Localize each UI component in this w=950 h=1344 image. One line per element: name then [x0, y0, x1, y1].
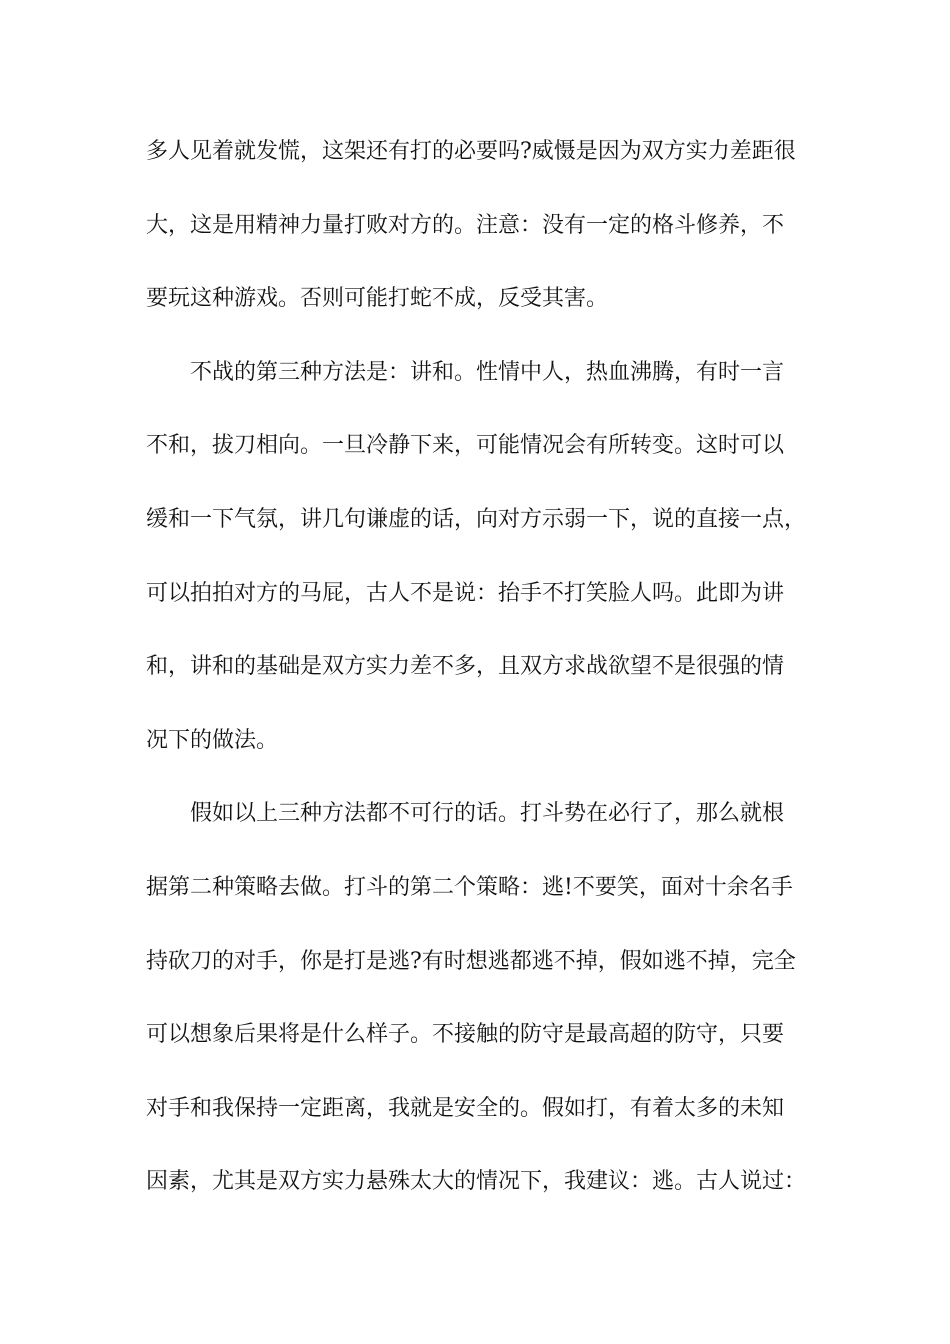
text-line: 多人见着就发慌，这架还有打的必要吗?威慑是因为双方实力差距很 [146, 139, 796, 164]
text-line: 可以拍拍对方的马屁，古人不是说：抬手不打笑脸人吗。此即为讲 [146, 580, 785, 606]
text-line: 缓和一下气氛，讲几句谦虚的话，向对方示弱一下，说的直接一点， [146, 506, 807, 532]
text-line: 对手和我保持一定距离，我就是安全的。假如打，有着太多的未知 [146, 1095, 785, 1121]
text-line: 不和，拔刀相向。一旦冷静下来，可能情况会有所转变。这时可以 [146, 433, 785, 459]
paragraph-first-line: 不战的第三种方法是：讲和。性情中人，热血沸腾，有时一言 [190, 359, 785, 385]
paragraph-first-line: 假如以上三种方法都不可行的话。打斗势在必行了，那么就根 [190, 801, 785, 827]
body-text [146, 134, 826, 1238]
text-line: 因素，尤其是双方实力悬殊太大的情况下，我建议：逃。古人说过： [146, 1169, 807, 1195]
text-line: 况下的做法。 [146, 727, 279, 753]
text-line: 大，这是用精神力量打败对方的。注意：没有一定的格斗修养，不 [146, 212, 785, 238]
text-line: 和，讲和的基础是双方实力差不多，且双方求战欲望不是很强的情 [146, 654, 785, 680]
text-line: 要玩这种游戏。否则可能打蛇不成，反受其害。 [146, 286, 609, 312]
text-line: 持砍刀的对手，你是打是逃?有时想逃都逃不掉，假如逃不掉，完全 [146, 948, 796, 974]
text-line: 可以想象后果将是什么样子。不接触的防守是最高超的防守，只要 [146, 1022, 785, 1048]
text-line: 据第二种策略去做。打斗的第二个策略：逃!不要笑，面对十余名手 [146, 874, 793, 900]
